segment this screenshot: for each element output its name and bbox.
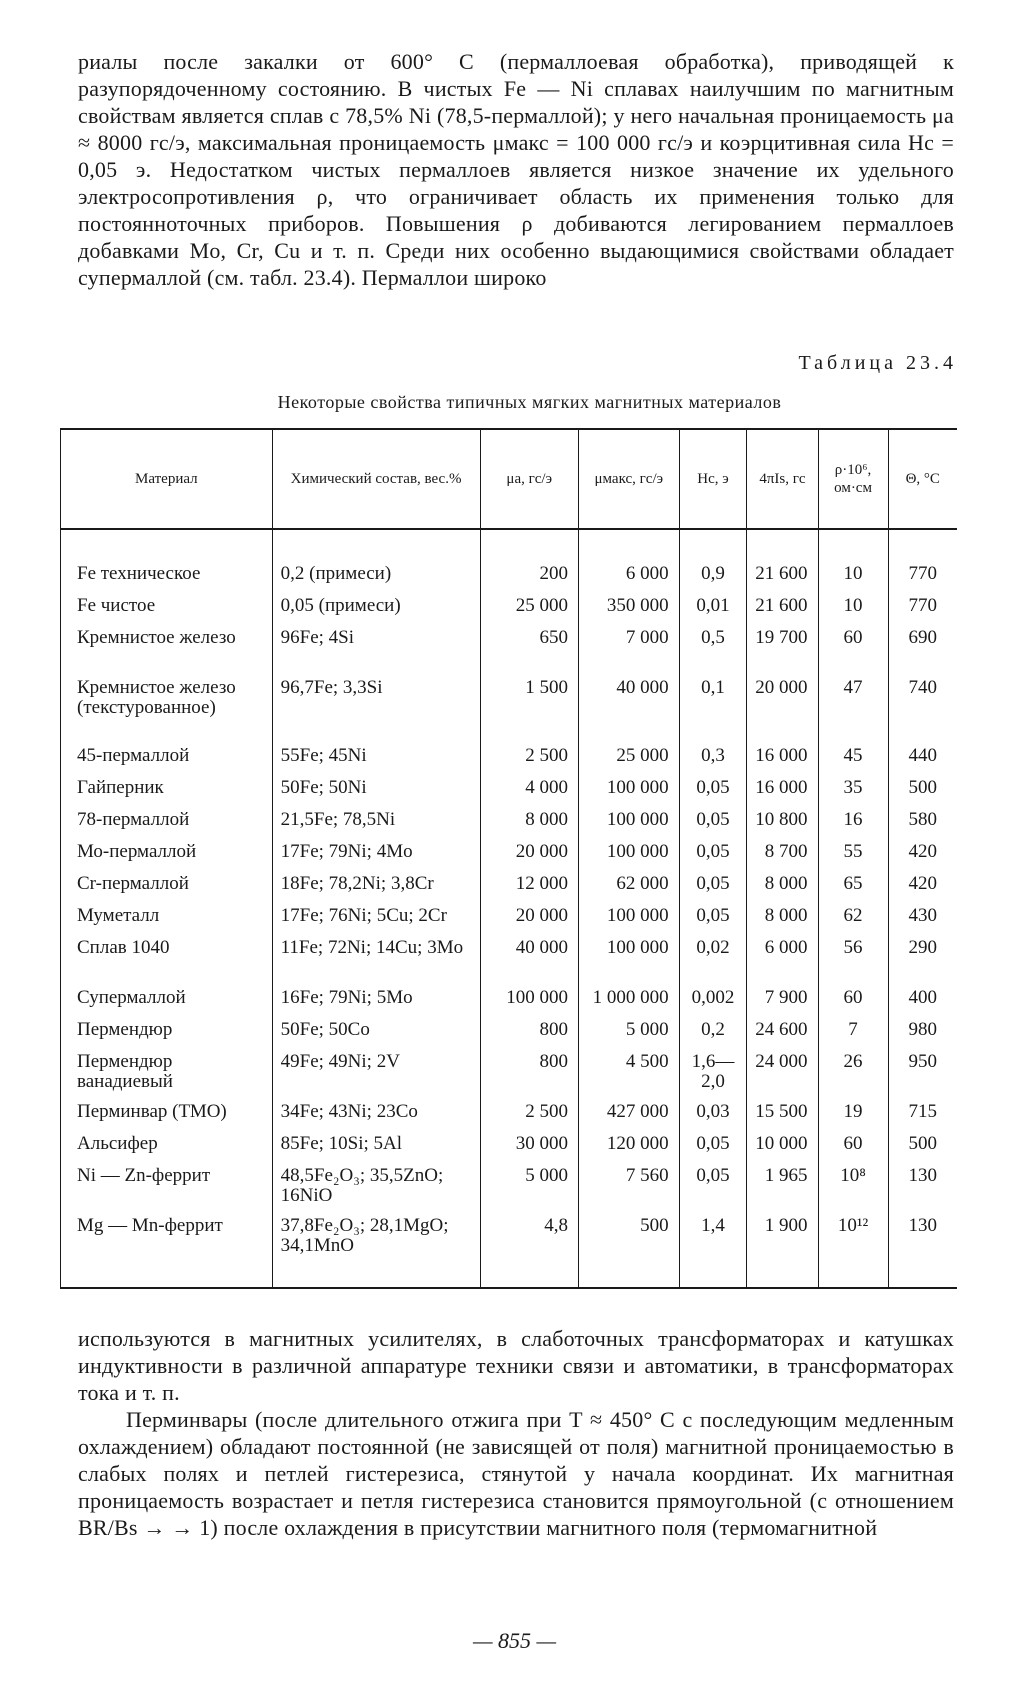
cell-material: Мо-пермаллой bbox=[61, 841, 272, 873]
cell-saturation: 6 000 bbox=[747, 937, 818, 987]
table-row bbox=[61, 1019, 957, 1051]
table-row bbox=[61, 1165, 957, 1215]
cell-resistivity: 47 bbox=[818, 677, 888, 745]
cell-material: Cr-пермаллой bbox=[61, 873, 272, 905]
table-row bbox=[61, 873, 957, 905]
cell-hc: 0,2 bbox=[679, 1019, 747, 1051]
cell-curie-temp: 715 bbox=[908, 1101, 938, 1122]
cell-material: 78-пермаллой bbox=[61, 809, 272, 841]
cell-saturation: 24 000 bbox=[747, 1051, 818, 1101]
cell-resistivity: 62 bbox=[818, 905, 888, 937]
cell-resistivity: 10 bbox=[818, 529, 888, 595]
cell-composition: 50Fe; 50Co bbox=[272, 1019, 480, 1051]
cell-resistivity: 56 bbox=[818, 937, 888, 987]
cell-composition: 21,5Fe; 78,5Ni bbox=[272, 809, 480, 841]
cell-hc: 1,4 bbox=[679, 1215, 747, 1287]
cell-material: Перминвар (ТМО) bbox=[61, 1101, 272, 1133]
cell-hc: 0,05 bbox=[679, 905, 747, 937]
cell-mu-a: 650 bbox=[480, 627, 578, 677]
cell-saturation: 19 700 bbox=[747, 627, 818, 677]
cell-composition: 11Fe; 72Ni; 14Cu; 3Mo bbox=[272, 937, 480, 987]
cell-composition: 0,2 (примеси) bbox=[272, 529, 480, 595]
cell-material: Fe чистое bbox=[61, 595, 272, 627]
cell-hc: 0,05 bbox=[679, 873, 747, 905]
cell-saturation: 15 500 bbox=[747, 1101, 818, 1133]
cell-saturation: 8 700 bbox=[747, 841, 818, 873]
cell-mu-a: 30 000 bbox=[480, 1133, 578, 1165]
table-caption: Некоторые свойства типичных мягких магнитных материалов bbox=[277, 392, 782, 412]
cell-mu-a: 200 bbox=[480, 529, 578, 595]
cell-mu-max: 100 000 bbox=[578, 841, 679, 873]
cell-material: Супермаллой bbox=[61, 987, 272, 1019]
cell-curie-temp: 440 bbox=[908, 745, 938, 766]
cell-hc: 0,002 bbox=[679, 987, 747, 1019]
table-row bbox=[61, 595, 957, 627]
cell-resistivity: 60 bbox=[818, 627, 888, 677]
table-row bbox=[61, 1101, 957, 1133]
cell-hc: 0,5 bbox=[679, 627, 747, 677]
cell-mu-a: 4,8 bbox=[480, 1215, 578, 1287]
cell-hc: 0,3 bbox=[679, 745, 747, 777]
cell-mu-max: 100 000 bbox=[578, 937, 679, 987]
cell-material: Ni — Zn-феррит bbox=[61, 1165, 272, 1215]
cell-mu-max: 62 000 bbox=[578, 873, 679, 905]
cell-material: Пермендюр bbox=[61, 1019, 272, 1051]
cell-mu-a: 2 500 bbox=[480, 1101, 578, 1133]
table-row bbox=[61, 745, 957, 777]
cell-mu-max: 6 000 bbox=[578, 529, 679, 595]
cell-composition: 0,05 (примеси) bbox=[272, 595, 480, 627]
cell-composition: 96Fe; 4Si bbox=[272, 627, 480, 677]
cell-curie-temp: 420 bbox=[908, 873, 938, 894]
paragraph-bottom-1: используются в магнитных усилителях, в слаботочных трансформаторах и катушках индуктивности в различной аппаратуре техники связи и автоматики, в трансформаторах тока и т. п. bbox=[78, 1326, 954, 1405]
paragraph-bottom-2: Перминвары (после длительного отжига при T ≈ 450° С с последующим медленным охлаждением) обладают постоянной (не зависящей от поля) магнитной проницаемостью в слабых полях и петлей гистерезиса, стянутой у начала координат. Их магнитная проницаемость возрастает и петля гистерезиса становится прямоугольной (с отношением BR/Bs → → 1) после охлаждения в присутствии магнитного поля (термомагнитной bbox=[78, 1407, 954, 1540]
cell-resistivity: 10⁸ bbox=[818, 1165, 888, 1215]
cell-resistivity: 19 bbox=[818, 1101, 888, 1133]
cell-resistivity: 7 bbox=[818, 1019, 888, 1051]
cell-hc: 0,05 bbox=[679, 841, 747, 873]
cell-mu-max: 40 000 bbox=[578, 677, 679, 745]
header-resistivity: ρ·10⁶, ом·см bbox=[818, 430, 888, 529]
cell-resistivity: 10 bbox=[818, 595, 888, 627]
cell-curie-temp: 500 bbox=[908, 777, 938, 798]
cell-material: Fe техническое bbox=[61, 529, 272, 595]
cell-composition: 16Fe; 79Ni; 5Mo bbox=[272, 987, 480, 1019]
cell-mu-a: 100 000 bbox=[480, 987, 578, 1019]
table-number-label: Таблица 23.4 bbox=[798, 352, 957, 374]
header-mu-a: μa, гс/э bbox=[480, 430, 578, 529]
table-row bbox=[61, 1051, 957, 1101]
cell-curie-temp: 580 bbox=[908, 809, 938, 830]
cell-mu-a: 1 500 bbox=[480, 677, 578, 745]
cell-hc: 0,9 bbox=[679, 529, 747, 595]
cell-hc: 0,03 bbox=[679, 1101, 747, 1133]
cell-curie-temp: 690 bbox=[908, 627, 938, 648]
cell-resistivity: 35 bbox=[818, 777, 888, 809]
cell-mu-max: 5 000 bbox=[578, 1019, 679, 1051]
table-row bbox=[61, 937, 957, 987]
cell-composition: 18Fe; 78,2Ni; 3,8Cr bbox=[272, 873, 480, 905]
cell-resistivity: 10¹² bbox=[818, 1215, 888, 1287]
cell-curie-temp: 740 bbox=[908, 677, 938, 698]
cell-mu-a: 8 000 bbox=[480, 809, 578, 841]
cell-curie-temp: 400 bbox=[908, 987, 938, 1008]
cell-curie-temp: 770 bbox=[908, 595, 938, 616]
cell-mu-max: 100 000 bbox=[578, 905, 679, 937]
cell-saturation: 1 965 bbox=[747, 1165, 818, 1215]
cell-hc: 0,05 bbox=[679, 1133, 747, 1165]
cell-composition: 49Fe; 49Ni; 2V bbox=[272, 1051, 480, 1101]
cell-saturation: 8 000 bbox=[747, 905, 818, 937]
cell-mu-max: 500 bbox=[578, 1215, 679, 1287]
cell-saturation: 16 000 bbox=[747, 745, 818, 777]
header-composition: Химический состав, вес.% bbox=[272, 430, 480, 529]
cell-mu-a: 800 bbox=[480, 1019, 578, 1051]
cell-composition: 48,5Fe₂O₃; 35,5ZnO; 16NiO bbox=[272, 1165, 480, 1215]
cell-saturation: 7 900 bbox=[747, 987, 818, 1019]
cell-curie-temp: 420 bbox=[908, 841, 938, 862]
cell-material: Муметалл bbox=[61, 905, 272, 937]
page-number: — 855 — bbox=[472, 1628, 557, 1653]
cell-mu-max: 350 000 bbox=[578, 595, 679, 627]
table-header-row bbox=[61, 430, 957, 529]
cell-material: Альсифер bbox=[61, 1133, 272, 1165]
cell-hc: 0,02 bbox=[679, 937, 747, 987]
cell-saturation: 21 600 bbox=[747, 529, 818, 595]
cell-curie-temp: 980 bbox=[908, 1019, 938, 1040]
table-row bbox=[61, 777, 957, 809]
cell-mu-max: 120 000 bbox=[578, 1133, 679, 1165]
cell-composition: 37,8Fe₂O₃; 28,1MgO; 34,1MnO bbox=[272, 1215, 480, 1287]
cell-material: Mg — Mn-феррит bbox=[61, 1215, 272, 1287]
cell-curie-temp: 500 bbox=[908, 1133, 938, 1154]
header-mu-max: μмакс, гс/э bbox=[578, 430, 679, 529]
cell-hc: 0,05 bbox=[679, 777, 747, 809]
cell-mu-a: 20 000 bbox=[480, 905, 578, 937]
cell-mu-max: 4 500 bbox=[578, 1051, 679, 1101]
cell-saturation: 1 900 bbox=[747, 1215, 818, 1287]
header-saturation: 4πIs, гс bbox=[747, 430, 818, 529]
cell-mu-a: 25 000 bbox=[480, 595, 578, 627]
cell-curie-temp: 950 bbox=[908, 1051, 938, 1072]
cell-mu-max: 100 000 bbox=[578, 777, 679, 809]
cell-mu-a: 4 000 bbox=[480, 777, 578, 809]
cell-mu-max: 25 000 bbox=[578, 745, 679, 777]
cell-mu-a: 12 000 bbox=[480, 873, 578, 905]
cell-saturation: 10 800 bbox=[747, 809, 818, 841]
header-material: Материал bbox=[61, 430, 272, 529]
cell-curie-temp: 130 bbox=[908, 1165, 938, 1186]
cell-curie-temp: 770 bbox=[908, 563, 938, 584]
cell-material: Кремнистое железо bbox=[61, 627, 272, 677]
cell-saturation: 10 000 bbox=[747, 1133, 818, 1165]
cell-resistivity: 60 bbox=[818, 1133, 888, 1165]
table-row bbox=[61, 677, 957, 745]
cell-resistivity: 60 bbox=[818, 987, 888, 1019]
cell-hc: 1,6—2,0 bbox=[679, 1051, 747, 1101]
cell-resistivity: 26 bbox=[818, 1051, 888, 1101]
cell-saturation: 20 000 bbox=[747, 677, 818, 745]
table-row bbox=[61, 809, 957, 841]
cell-composition: 85Fe; 10Si; 5Al bbox=[272, 1133, 480, 1165]
table-row bbox=[61, 841, 957, 873]
cell-hc: 0,05 bbox=[679, 1165, 747, 1215]
cell-composition: 55Fe; 45Ni bbox=[272, 745, 480, 777]
cell-material: Сплав 1040 bbox=[61, 937, 272, 987]
cell-mu-max: 7 560 bbox=[578, 1165, 679, 1215]
cell-material: Пермендюр ванадиевый bbox=[61, 1051, 272, 1101]
cell-composition: 96,7Fe; 3,3Si bbox=[272, 677, 480, 745]
cell-material: 45-пермаллой bbox=[61, 745, 272, 777]
cell-material: Кремнистое железо (текстурованное) bbox=[61, 677, 272, 745]
cell-mu-a: 2 500 bbox=[480, 745, 578, 777]
cell-hc: 0,01 bbox=[679, 595, 747, 627]
header-hc: Hc, э bbox=[679, 430, 747, 529]
paragraph-top: риалы после закалки от 600° С (пермаллоевая обработка), приводящей к разупорядоченному состоянию. В чистых Fe — Ni сплавах наилучшим по магнитным свойствам является сплав с 78,5% Ni (78,5-пермаллой); у него начальная проницаемость μa ≈ 8000 гс/э, максимальная проницаемость μмакс = 100 000 гс/э и коэрцитивная сила Hc = 0,05 э. Недостатком чистых пермаллоев является низкое значение их удельного электросопротивления ρ, что ограничивает область их применения только для постоянноточных приборов. Повышения ρ добиваются легированием пермаллоев добавками Mo, Cr, Cu и т. п. Среди них особенно выдающимися свойствами обладает супермаллой (см. табл. 23.4). Пермаллои широко bbox=[78, 49, 954, 290]
cell-mu-max: 1 000 000 bbox=[578, 987, 679, 1019]
cell-composition: 17Fe; 76Ni; 5Cu; 2Cr bbox=[272, 905, 480, 937]
cell-mu-a: 5 000 bbox=[480, 1165, 578, 1215]
cell-resistivity: 16 bbox=[818, 809, 888, 841]
table-row bbox=[61, 987, 957, 1019]
cell-mu-max: 100 000 bbox=[578, 809, 679, 841]
cell-resistivity: 55 bbox=[818, 841, 888, 873]
table-row bbox=[61, 905, 957, 937]
properties-table bbox=[60, 428, 957, 1289]
table-row bbox=[61, 1215, 957, 1287]
cell-hc: 0,1 bbox=[679, 677, 747, 745]
table-row bbox=[61, 1133, 957, 1165]
cell-curie-temp: 290 bbox=[908, 937, 938, 958]
cell-composition: 50Fe; 50Ni bbox=[272, 777, 480, 809]
cell-resistivity: 65 bbox=[818, 873, 888, 905]
cell-curie-temp: 430 bbox=[908, 905, 938, 926]
header-curie-temp: Θ, °С bbox=[888, 430, 957, 529]
cell-saturation: 8 000 bbox=[747, 873, 818, 905]
cell-resistivity: 45 bbox=[818, 745, 888, 777]
cell-composition: 17Fe; 79Ni; 4Mo bbox=[272, 841, 480, 873]
cell-composition: 34Fe; 43Ni; 23Co bbox=[272, 1101, 480, 1133]
cell-material: Гайперник bbox=[61, 777, 272, 809]
cell-mu-max: 7 000 bbox=[578, 627, 679, 677]
cell-saturation: 16 000 bbox=[747, 777, 818, 809]
cell-mu-a: 800 bbox=[480, 1051, 578, 1101]
cell-mu-a: 40 000 bbox=[480, 937, 578, 987]
table-row bbox=[61, 529, 957, 595]
cell-mu-max: 427 000 bbox=[578, 1101, 679, 1133]
cell-saturation: 24 600 bbox=[747, 1019, 818, 1051]
cell-curie-temp: 130 bbox=[908, 1215, 938, 1236]
cell-saturation: 21 600 bbox=[747, 595, 818, 627]
table-row bbox=[61, 627, 957, 677]
cell-mu-a: 20 000 bbox=[480, 841, 578, 873]
cell-hc: 0,05 bbox=[679, 809, 747, 841]
